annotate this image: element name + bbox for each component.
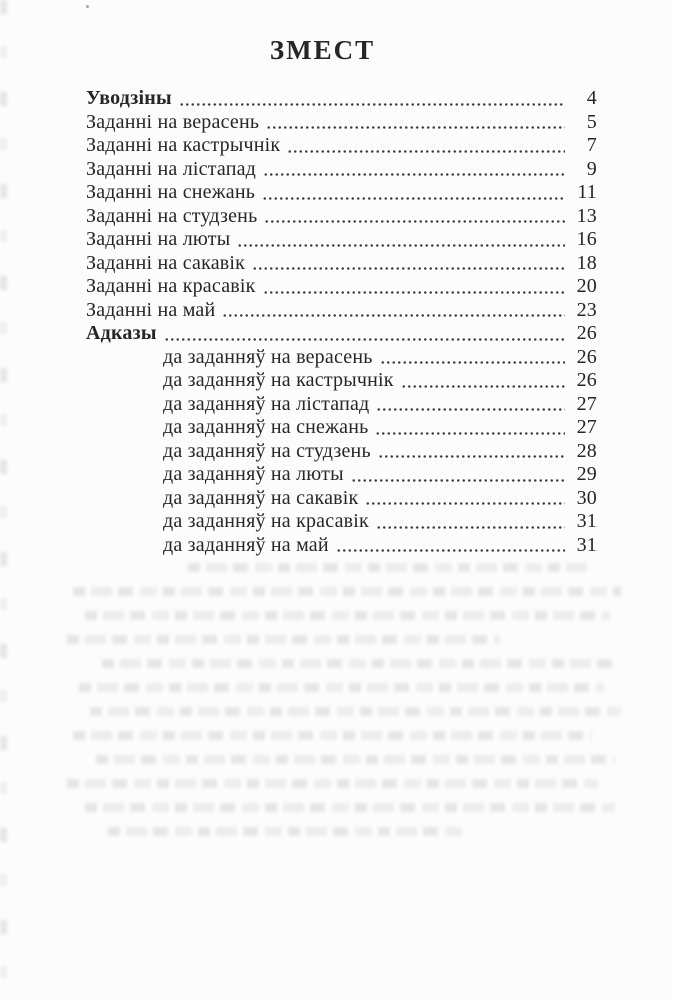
toc-entry-label: Заданні на май [86,298,216,321]
toc-row [86,487,597,511]
bleed-line [67,779,598,788]
toc-entry-label: да заданняў на лістапад [163,392,370,415]
dot-leader [266,126,565,129]
bleed-line [79,683,604,692]
ink-speck [86,5,89,8]
toc-page-number: 31 [576,510,597,532]
toc-row [86,181,597,205]
toc-page-number: 5 [586,110,597,133]
bleed-line [108,827,466,836]
toc-entry-label: Заданні на студзень [86,204,258,227]
toc-page-number: 11 [577,181,597,203]
toc-page-number: 27 [576,416,597,438]
toc-row [86,369,597,393]
toc-entry-label: Адказы [86,322,157,344]
toc-page-number: 31 [576,533,597,556]
toc-page-number: 7 [586,134,597,156]
toc-entry-label: да заданняў на снежань [163,416,369,438]
toc-row [86,463,597,487]
dot-leader [164,338,565,341]
toc-page-number: 18 [576,251,597,274]
toc-page-number: 4 [586,87,597,109]
bleed-line [102,659,616,668]
dot-leader [179,103,565,106]
dot-leader [237,244,565,247]
dot-leader [365,502,565,505]
dot-leader [264,220,565,223]
toc-page-number: 23 [576,298,597,321]
toc-entry-label: Заданні на кастрычнік [86,134,281,156]
toc-list [86,87,597,557]
toc-row [86,510,597,534]
bleed-line [67,635,500,644]
dot-leader [376,408,565,411]
toc-page-number: 13 [576,204,597,227]
toc-row [86,228,597,252]
toc-row [86,416,597,440]
dot-leader [263,173,565,176]
toc-entry-label: да заданняў на люты [163,463,344,485]
toc-entry-label: да заданняў на сакавік [163,486,359,509]
toc-row [86,299,597,323]
bleed-line [188,563,592,572]
toc-entry-label: да заданняў на кастрычнік [163,369,394,391]
toc-page-number: 26 [576,345,597,368]
bleed-line [90,707,621,716]
bleed-line [73,731,592,740]
toc-entry-label: Уводзіны [86,87,172,109]
toc-page-number: 29 [576,463,597,485]
toc-entry-label: Заданні на сакавік [86,251,246,274]
toc-row [86,322,597,346]
toc-row [86,275,597,299]
dot-leader [263,291,565,294]
dot-leader [378,455,565,458]
bleed-line [85,611,610,620]
toc-entry-label: да заданняў на май [163,533,329,556]
toc-row [86,534,597,558]
toc-row [86,440,597,464]
dot-leader [351,479,565,482]
page-title: ЗМЕСТ [269,35,376,65]
toc-entry-label: Заданні на лістапад [86,157,257,180]
toc-entry-label: Заданні на снежань [86,181,256,203]
dot-leader [287,150,565,153]
bleed-line [73,587,621,596]
dot-leader [262,197,565,200]
toc-row [86,252,597,276]
toc-entry-label: Заданні на люты [86,228,231,250]
toc-row [86,158,597,182]
dot-leader [380,361,565,364]
toc-page-number: 28 [576,439,597,462]
toc-row [86,205,597,229]
toc-row [86,87,597,111]
toc-entry-label: да заданняў на красавік [163,510,369,532]
toc-page-number: 26 [576,369,597,391]
toc-page-number: 16 [576,228,597,250]
toc-row [86,134,597,158]
page-bleed-through [50,563,627,893]
dot-leader [222,314,565,317]
toc-row [86,111,597,135]
toc-row [86,346,597,370]
dot-leader [401,385,565,388]
dot-leader [376,526,565,529]
toc-entry-label: Заданні на верасень [86,110,260,133]
toc-page-number: 30 [576,486,597,509]
toc-page-number: 9 [586,157,597,180]
bleed-line [96,755,615,764]
toc-entry-label: да заданняў на студзень [163,439,371,462]
dot-leader [375,432,565,435]
toc-page-number: 26 [576,322,597,344]
scan-edge-artifacts [0,0,7,1001]
toc-row [86,393,597,417]
toc-page-number: 27 [576,392,597,415]
dot-leader [252,267,565,270]
dot-leader [336,549,565,552]
toc-entry-label: да заданняў на верасень [163,345,373,368]
bleed-line [85,803,616,812]
toc-entry-label: Заданні на красавік [86,275,256,297]
toc-page-number: 20 [576,275,597,297]
